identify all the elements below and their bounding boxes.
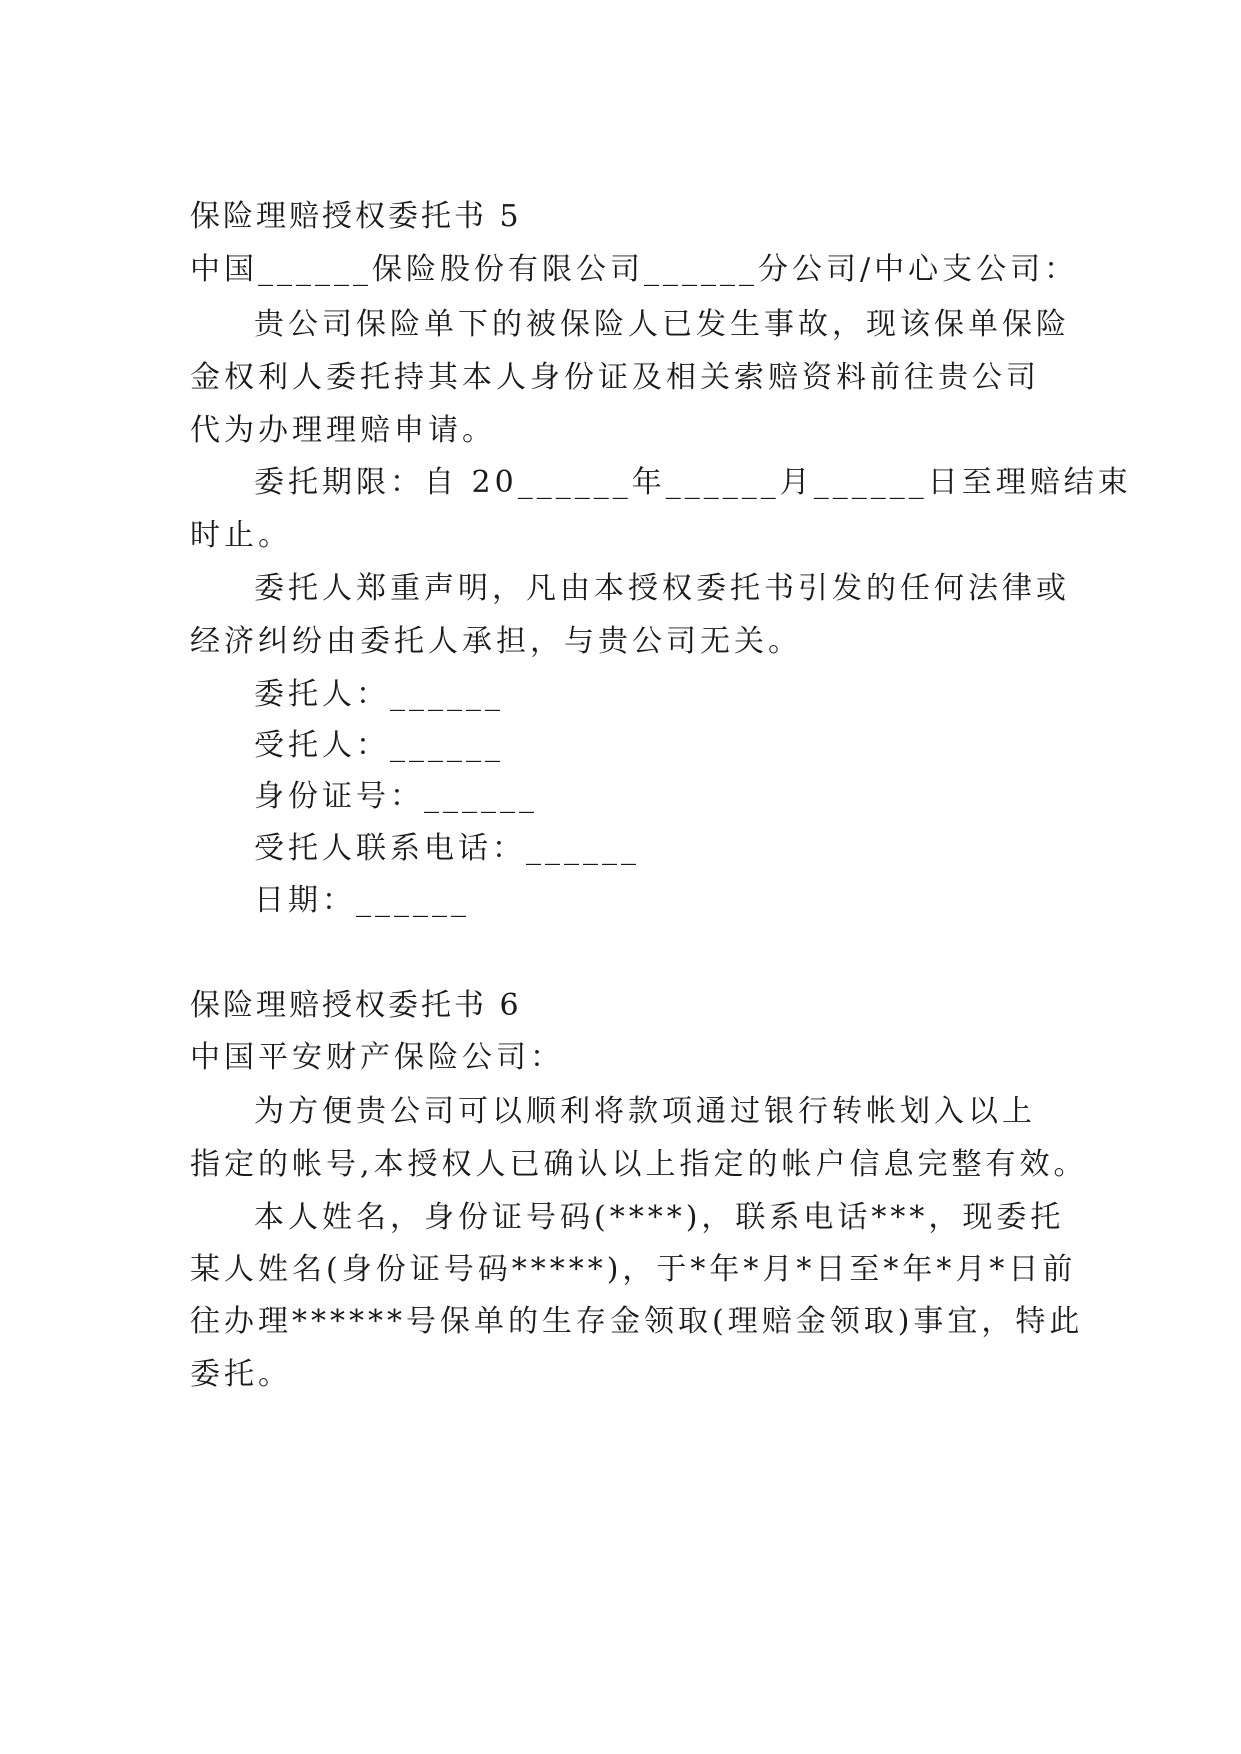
section-6-para2-line2: 某人姓名(身份证号码*****)，于*年*月*日至*年*月*日前 <box>190 1252 1077 1287</box>
section-5-para1-line2: 金权利人委托持其本人身份证及相关索赔资料前往贵公司 <box>190 360 1040 395</box>
section-6-para2-line3: 往办理******号保单的生存金领取(理赔金领取)事宜，特此 <box>190 1304 1084 1339</box>
field-agent-phone: 受托人联系电话：______ <box>254 831 640 866</box>
section-5-para1-line3: 代为办理理赔申请。 <box>190 413 496 448</box>
section-5-title: 保险理赔授权委托书 5 <box>190 199 522 234</box>
field-id-number: 身份证号：______ <box>254 779 538 814</box>
section-5-addressee: 中国______保险股份有限公司______分公司/中心支公司： <box>190 252 1079 287</box>
section-6-para1-line1: 为方便贵公司可以顺利将款项通过银行转帐划入以上 <box>254 1094 1036 1129</box>
section-6-title: 保险理赔授权委托书 6 <box>190 988 522 1023</box>
section-5-para2-line2: 时止。 <box>190 518 292 553</box>
section-5-para2-line1: 委托期限：自 20______年______月______日至理赔结束 <box>254 465 1132 500</box>
field-date: 日期：______ <box>254 883 470 918</box>
section-6-para2-line1: 本人姓名，身份证号码(****)，联系电话***，现委托 <box>254 1200 1065 1235</box>
field-client: 委托人：______ <box>254 677 504 712</box>
section-5-para3-line1: 委托人郑重声明，凡由本授权委托书引发的任何法律或 <box>254 571 1070 606</box>
field-agent: 受托人：______ <box>254 728 504 763</box>
section-5-para1-line1: 贵公司保险单下的被保险人已发生事故，现该保单保险 <box>254 307 1070 342</box>
section-6-addressee: 中国平安财产保险公司： <box>190 1040 564 1075</box>
section-6-para2-line4: 委托。 <box>190 1357 292 1392</box>
section-6-para1-line2: 指定的帐号,本授权人已确认以上指定的帐户信息完整有效。 <box>190 1147 1088 1182</box>
section-5-para3-line2: 经济纠纷由委托人承担，与贵公司无关。 <box>190 624 802 659</box>
